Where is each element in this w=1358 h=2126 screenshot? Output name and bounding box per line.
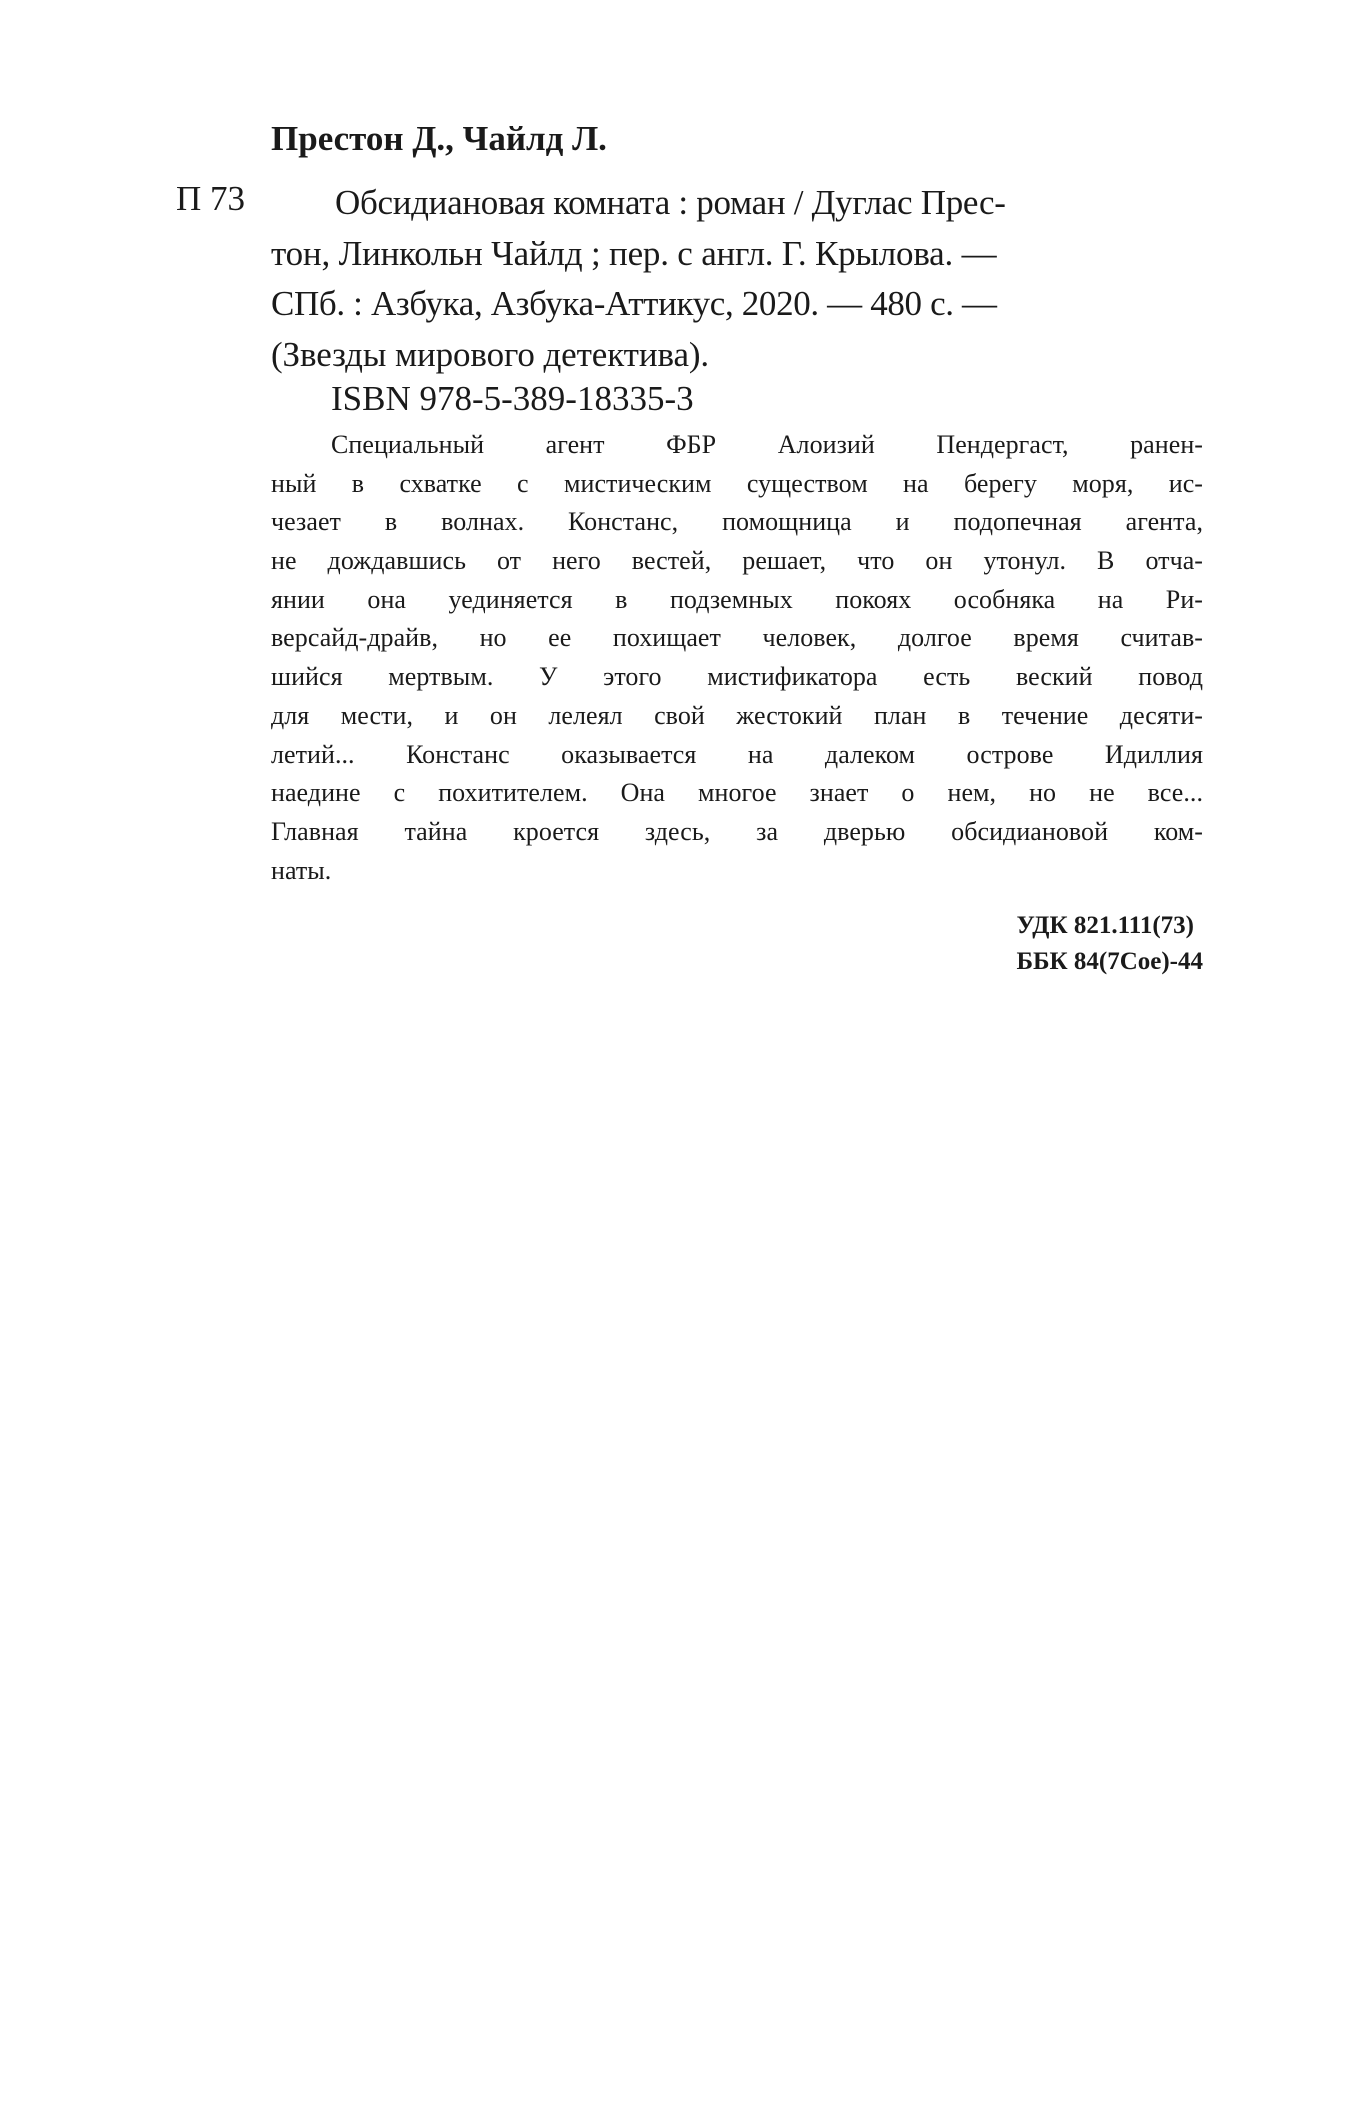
isbn: ISBN 978-5-389-18335-3 <box>331 379 694 418</box>
udk-code: УДК 821.111(73) <box>1016 912 1194 939</box>
annotation-line: летий... Констанс оказывается на далеком острове Идиллия <box>271 739 1203 769</box>
annotation-line: версайд-драйв, но ее похищает человек, долгое время считав- <box>271 623 1203 653</box>
classification-codes <box>1016 908 1203 980</box>
annotation-line: чезает в волнах. Констанс, помощница и подопечная агента, <box>271 507 1203 537</box>
record-line: СПб. : Азбука, Азбука-Аттикус, 2020. — 480 с. — <box>271 284 997 324</box>
annotation-line: янии она уединяется в подземных покоях особняка на Ри- <box>271 584 1203 614</box>
author-mark: П 73 <box>176 179 246 218</box>
annotation-line: не дождавшись от него вестей, решает, что он утонул. В отча- <box>271 546 1203 576</box>
annotation-line: шийся мертвым. У этого мистификатора есть веский повод <box>271 662 1203 692</box>
bibliographic-record <box>271 178 1203 380</box>
record-line: Обсидиановая комната : роман / Дуглас Прес- <box>335 183 1006 222</box>
annotation-line: наты. <box>271 855 332 885</box>
record-line: тон, Линкольн Чайлд ; пер. с англ. Г. Крылова. — <box>271 233 997 273</box>
record-line: (Звезды мирового детектива). <box>271 334 710 374</box>
annotation-line: ный в схватке с мистическим существом на берегу моря, ис- <box>271 468 1203 498</box>
bbk-code: ББК 84(7Сое)-44 <box>1016 948 1203 975</box>
authors-heading: Престон Д., Чайлд Л. <box>271 119 607 158</box>
annotation-line: наедине с похитителем. Она многое знает о нем, но не все... <box>271 778 1203 808</box>
annotation-paragraph <box>271 426 1203 890</box>
annotation-line: Главная тайна кроется здесь, за дверью обсидиановой ком- <box>271 816 1203 846</box>
annotation-line: для мести, и он лелеял свой жестокий план в течение десяти- <box>271 700 1203 730</box>
annotation-line: Специальный агент ФБР Алоизий Пендергаст, ранен- <box>331 430 1203 459</box>
